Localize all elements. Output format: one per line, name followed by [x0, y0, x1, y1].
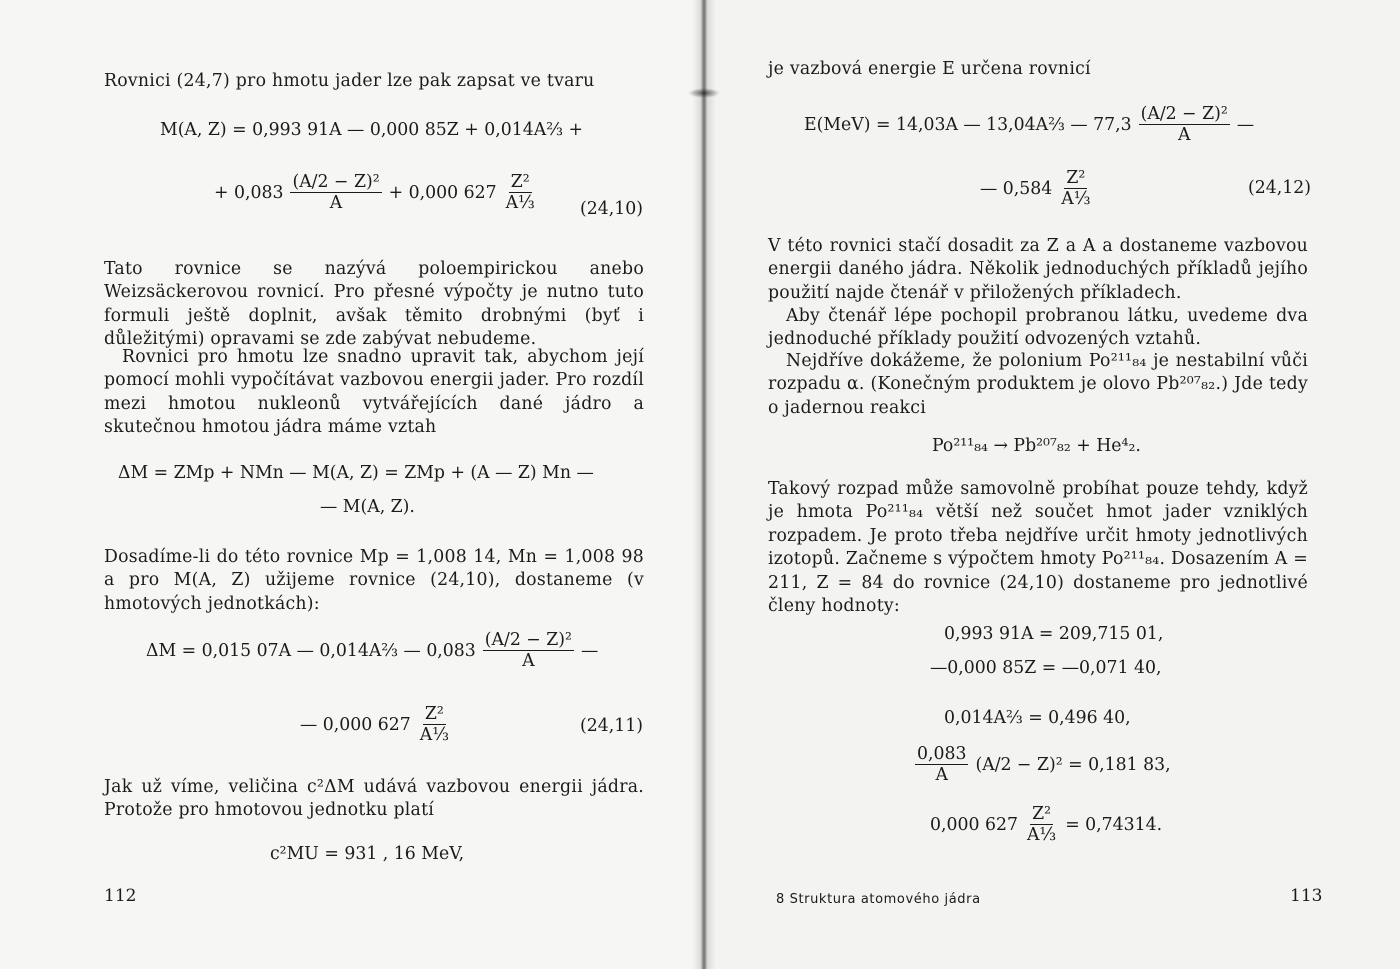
paragraph-nejdrive: Nejdříve dokážeme, že polonium Po²¹¹₈₄ je nestabilní vůči rozpadu α. (Konečným produktem je olovo Pb²⁰⁷₈₂.) Jde tedy o jadernou reakci [768, 351, 1308, 418]
value-line-2: —0,000 85Z = —0,071 40, [930, 658, 1162, 678]
equation-24-11-line1 [146, 630, 598, 671]
equation-24-11-line2 [300, 704, 452, 745]
value-line-4 [914, 744, 1171, 785]
book-spine [692, 0, 716, 969]
eq-24-10-frac2-num: Z² [510, 172, 530, 192]
paragraph-v-teto-rovnici: V této rovnici stačí dosadit za Z a A a dostaneme vazbovou energii daného jádra. Několik jednoduchých příkladů jejího použití najde čtenář v přiložených příkladech. [768, 236, 1308, 303]
equation-24-10-line1: M(A, Z) = 0,993 91A — 0,000 85Z + 0,014A⅔ + [160, 120, 583, 140]
paragraph-takovy-rozpad: Takový rozpad může samovolně probíhat pouze tehdy, když je hmota Po²¹¹₈₄ větší než součet hmot jader vzniklých rozpadem. Je proto třeba nejdříve určit hmoty jednotlivých izotopů. Začneme s výpočtem hmoty Po²¹¹₈₄. Dosazením A = 211, Z = 84 do rovnice (24,10) dostaneme pro jednotlivé členy hodnoty: [768, 479, 1308, 617]
value-4-frac-den: A [935, 765, 948, 785]
eq-24-10-fraction2 [504, 172, 537, 213]
eq-24-12-fraction [1139, 104, 1230, 145]
value-4-rest: (A/2 − Z)² = 0,181 83, [975, 754, 1171, 775]
eq-24-12-frac-den: A [1177, 125, 1191, 145]
paragraph-dosadime: Dosadíme-li do této rovnice Mp = 1,008 14, Mn = 1,008 98 a pro M(A, Z) užijeme rovnice (24,10), dostaneme (v hmotových jednotkách): [104, 547, 644, 614]
eq-24-11-frac2-num: Z² [424, 704, 444, 724]
eq-24-11-fraction2 [418, 704, 451, 745]
eq-24-12-frac2-den: A⅓ [1061, 189, 1091, 209]
value-5-fraction [1025, 804, 1058, 845]
eq-24-11-term2: — 0,000 627 [300, 714, 411, 735]
eq-24-12-frac2-num: Z² [1066, 168, 1086, 188]
eq-24-11-frac-num: (A/2 − Z)² [484, 630, 572, 650]
eq-24-12-term2: — 0,584 [980, 178, 1053, 199]
equation-number-24-10: (24,10) [580, 199, 643, 219]
eq-24-12-terms: E(MeV) = 14,03A — 13,04A⅔ — 77,3 [804, 114, 1132, 135]
paragraph-tato-rovnice: Tato rovnice se nazývá poloempirickou anebo Weizsäckerovou rovnicí. Pro přesné výpočty je nutno tuto formuli ještě doplnit, avšak těmito drobnými (byť i důležitými) opravami se zde zabývat nebudeme. [104, 259, 644, 350]
equation-24-12-line1 [804, 104, 1254, 145]
value-4-fraction [915, 744, 968, 785]
paragraph-aby-ctenar: Aby čtenář lépe pochopil probranou látku, uvedeme dva jednoduché příklady použití odvozených vztahů. [768, 306, 1308, 350]
value-5-frac-den: A⅓ [1026, 825, 1057, 845]
equation-24-12-line2 [980, 168, 1093, 209]
equation-c2mu: c²MU = 931 , 16 MeV, [270, 844, 465, 864]
eq-24-12-frac-num: (A/2 − Z)² [1140, 104, 1228, 124]
eq-24-12-suffix: — [1236, 114, 1255, 135]
eq-24-11-terms: ΔM = 0,015 07A — 0,014A⅔ — 0,083 [146, 640, 476, 661]
value-5-frac-num: Z² [1032, 804, 1052, 824]
binding-mark [688, 88, 720, 98]
value-line-3: 0,014A⅔ = 0,496 40, [944, 708, 1131, 728]
equation-number-24-12: (24,12) [1248, 178, 1311, 198]
page-number-left: 112 [104, 886, 137, 906]
equation-delta-m-line1: ΔM = ZMp + NMn — M(A, Z) = ZMp + (A — Z) Mn — [118, 463, 594, 483]
right-page [704, 0, 1400, 969]
eq-24-12-fraction2 [1059, 168, 1092, 209]
eq-24-10-term2: + 0,000 627 [388, 182, 497, 203]
eq-24-11-frac-den: A [522, 651, 535, 671]
value-line-1: 0,993 91A = 209,715 01, [944, 624, 1164, 644]
eq-24-10-term: + 0,083 [214, 182, 284, 203]
paragraph-jak-uz-vime: Jak už víme, veličina c²ΔM udává vazbovou energii jádra. Protože pro hmotovou jednotku platí [104, 777, 644, 821]
value-line-5 [930, 804, 1162, 845]
eq-24-10-fraction [290, 172, 381, 213]
eq-24-10-frac2-den: A⅓ [505, 193, 535, 213]
equation-24-10-line2 [214, 172, 538, 213]
paragraph-je-vazbova: je vazbová energie E určena rovnicí [768, 59, 1091, 79]
page-number-right: 113 [1290, 886, 1323, 906]
eq-24-11-fraction [483, 630, 574, 671]
paragraph-rovnici-pro-hmotu: Rovnici pro hmotu lze snadno upravit tak, abychom její pomocí mohli vypočítávat vazbovou energii jader. Pro rozdíl mezi hmotou nukleonů vytvářejících dané jádro a skutečnou hmotou jádra máme vztah [104, 347, 644, 438]
left-intro-paragraph: Rovnici (24,7) pro hmotu jader lze pak zapsat ve tvaru [104, 71, 595, 91]
eq-24-11-frac2-den: A⅓ [419, 725, 449, 745]
value-5-prefix: 0,000 627 [930, 814, 1018, 835]
eq-24-10-frac-den: A [329, 193, 343, 213]
running-footer: 8 Struktura atomového jádra [776, 892, 981, 907]
eq-24-11-suffix: — [580, 640, 599, 661]
equation-number-24-11: (24,11) [580, 716, 643, 736]
equation-delta-m-line2: — M(A, Z). [320, 497, 415, 517]
equation-nuclear-reaction: Po²¹¹₈₄ → Pb²⁰⁷₈₂ + He⁴₂. [932, 436, 1141, 456]
value-4-frac-num: 0,083 [917, 744, 967, 764]
eq-24-10-frac-num: (A/2 − Z)² [292, 172, 380, 192]
value-5-suffix: = 0,74314. [1065, 814, 1163, 835]
